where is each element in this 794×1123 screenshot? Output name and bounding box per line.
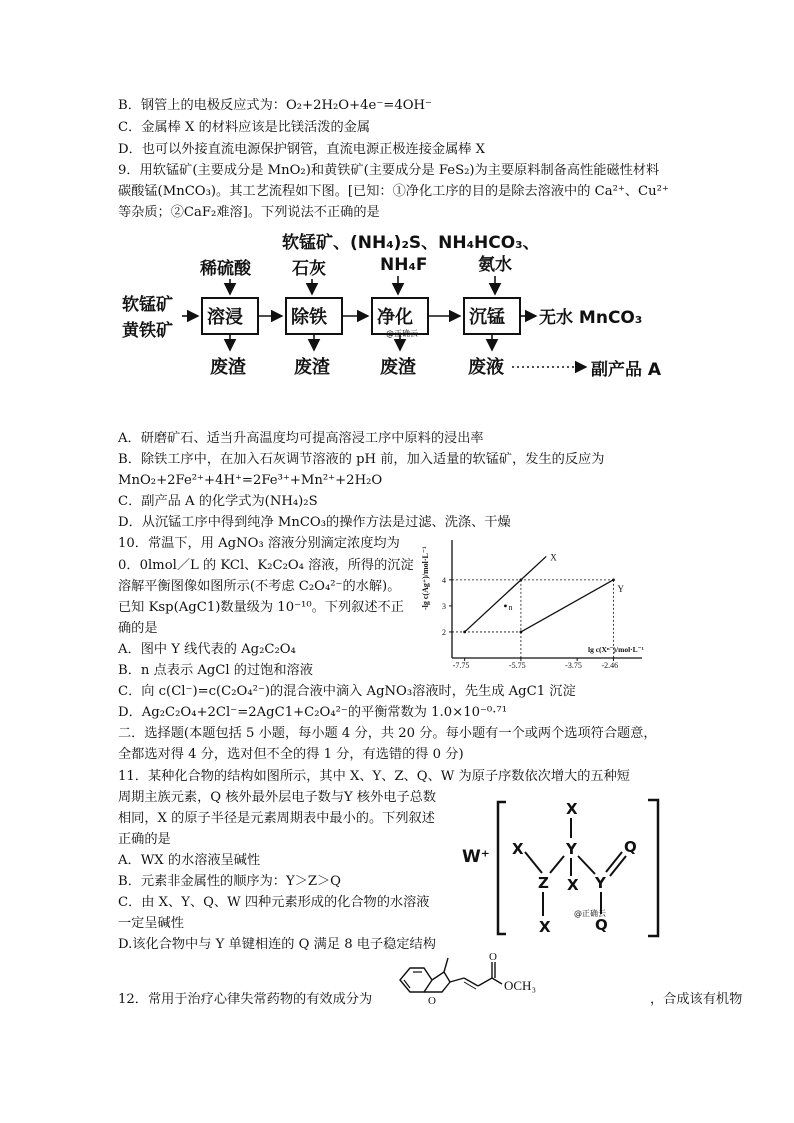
section-2-title-2: 全都选对得 4 分，选对但不全的得 1 分，有选错的得 0 分)	[118, 747, 464, 762]
atom-x-top: X	[566, 800, 578, 818]
q9-option-b-1: B．除铁工序中，在加入石灰调节溶液的 pH 前，加入适量的软锰矿，发生的反应为	[118, 452, 605, 467]
flow-input-2: 黄铁矿	[122, 321, 173, 341]
atom-y-center: Y	[566, 840, 577, 858]
flow-input-1: 软锰矿	[122, 295, 173, 315]
q11-option-c-2: 一定呈碱性	[118, 916, 184, 931]
q11-option-c-1: C．由 X、Y、Q、W 四种元素形成的化合物的水溶液	[118, 895, 430, 910]
atom-x-left: X	[512, 840, 524, 858]
y-tick-label: 2	[442, 627, 446, 637]
y-tick-label: 3	[442, 601, 446, 611]
x-tick-label: -3.75	[565, 661, 582, 668]
methoxy-label: OCH₃	[504, 978, 536, 993]
series-y-label: Y	[617, 583, 624, 594]
q11-stem-line-1: 11．某种化合物的结构如图所示，其中 X、Y、Z、Q、W 为原子序数依次增大的五种短	[118, 769, 630, 784]
molecule-structure	[388, 950, 648, 1010]
flow-waste-4: 废液	[468, 357, 504, 378]
q11-stem-line-4: 正确的是	[118, 832, 171, 847]
data-point	[463, 631, 466, 634]
flow-box-1-label: 溶浸	[207, 307, 243, 328]
solubility-equilibrium-graph	[418, 540, 666, 668]
data-point	[520, 631, 523, 634]
section-2-title-1: 二．选择题(本题包括 5 小题，每小题 4 分，共 20 分。每小题有一个或两个选项符合题意，	[118, 726, 657, 741]
flow-reagent-2: 石灰	[292, 259, 326, 279]
flow-waste-1: 废渣	[210, 357, 246, 378]
q9-option-b-2: MnO₂+2Fe²⁺+4H⁺=2Fe³⁺+Mn²⁺+2H₂O	[118, 473, 383, 488]
x-tick-label: -7.75	[452, 661, 470, 668]
series-y-line	[521, 580, 614, 632]
flow-box-3-label: 净化	[377, 307, 413, 328]
atom-y-right: Y	[595, 874, 606, 892]
y-axis-label: -lg c(Ag⁺)/mol·L⁻¹	[421, 546, 430, 610]
cation-label: W⁺	[462, 847, 490, 867]
structure-watermark: @正确云	[574, 909, 606, 918]
flow-byproduct: 副产品 A	[591, 360, 662, 380]
q9-option-a: A．研磨矿石、适当升高温度均可提高溶浸工序中原料的浸出率	[118, 431, 484, 446]
q10-option-d: D．Ag₂C₂O₄+2Cl⁻=2AgC1+C₂O₄²⁻的平衡常数为 1.0×10⁻⁰·⁷¹	[118, 705, 507, 720]
y-tick-label: 4	[442, 575, 446, 585]
q11-option-a: A．WX 的水溶液呈碱性	[118, 853, 261, 868]
q12-stem-a: 12．常用于治疗心律失常药物的有效成分为	[118, 992, 373, 1007]
q10-stem-line-1: 10．常温下，用 AgNO₃ 溶液分别滴定浓度均为	[118, 536, 400, 551]
x-tick-label: -5.75	[508, 661, 526, 668]
atom-q-single: Q	[595, 916, 608, 934]
flow-waste-3: 废渣	[380, 357, 416, 378]
q10-option-c: C．向 c(Cl⁻)=c(C₂O₄²⁻)的混合液中滴入 AgNO₃溶液时，先生成 AgC1 沉淀	[118, 684, 576, 699]
ring-oxygen-label: O	[428, 995, 436, 1007]
flow-box-4-label: 沉锰	[469, 307, 505, 328]
compound-structure	[462, 796, 672, 941]
q8-option-b: B．钢管上的电极反应式为：O₂+2H₂O+4e⁻=4OH⁻	[118, 98, 432, 113]
atom-z: Z	[538, 874, 549, 892]
series-x-line	[465, 556, 547, 632]
q8-option-c: C．金属棒 X 的材料应该是比镁活泼的金属	[118, 120, 371, 135]
data-point	[520, 578, 523, 581]
q11-stem-line-2: 周期主族元素，Q 核外最外层电子数与Y 核外电子总数	[118, 790, 437, 805]
q9-stem-line-2: 碳酸锰(MnCO₃)。其工艺流程如下图。[已知：①净化工序的目的是除去溶液中的 Ca²⁺、Cu²⁺	[118, 184, 669, 199]
q11-option-d: D.该化合物中与 Y 单键相连的 Q 满足 8 电子稳定结构	[118, 937, 436, 952]
flow-reagent-1: 稀硫酸	[200, 259, 251, 279]
x-axis-label: lg c(Xⁿ⁻)/mol·L⁻¹	[588, 645, 644, 654]
flow-reagent-top: 软锰矿、(NH₄)₂S、NH₄HCO₃、	[282, 233, 540, 253]
left-bracket	[498, 802, 506, 934]
point-n	[504, 605, 507, 608]
q11-stem-line-3: 相同，X 的原子半径是元素周期表中最小的。下列叙述	[118, 811, 435, 826]
q10-option-a: A．图中 Y 线代表的 Ag₂C₂O₄	[118, 642, 296, 657]
process-flow-diagram	[118, 226, 678, 386]
q9-option-c: C．副产品 A 的化学式为(NH₄)₂S	[118, 494, 318, 509]
flow-waste-2: 废渣	[294, 357, 330, 378]
q12-stem-b: ，合成该有机物	[650, 992, 743, 1007]
q9-stem-line-1: 9．用软锰矿(主要成分是 MnO₂)和黄铁矿(主要成分是 FeS₂)为主要原料制备高性能磁性材料	[118, 163, 660, 178]
data-point	[612, 578, 615, 581]
carbonyl-oxygen-label: O	[489, 951, 497, 963]
q9-stem-line-3: 等杂质；②CaF₂难溶]。下列说法不正确的是	[118, 205, 380, 220]
q10-stem-line-4: 已知 Ksp(AgC1)数量级为 10⁻¹⁰。下列叙述不正	[118, 600, 404, 615]
flow-product: 无水 MnCO₃	[539, 308, 643, 328]
x-tick-label: -2.46	[601, 661, 619, 668]
q10-stem-line-3: 溶解平衡图像如图所示(不考虑 C₂O₄²⁻的水解)。	[118, 579, 401, 594]
q10-stem-line-2: 0．0lmol／L 的 KCl、K₂C₂O₄ 溶液，所得的沉淀	[118, 558, 414, 573]
atom-q-double: Q	[624, 838, 637, 856]
flow-reagent-3: NH₄F	[380, 255, 428, 275]
q10-option-b: B．n 点表示 AgCl 的过饱和溶液	[118, 663, 313, 678]
flow-box-2-label: 除铁	[291, 307, 327, 328]
atom-x-mid: X	[567, 876, 579, 894]
q9-option-d: D．从沉锰工序中得到纯净 MnCO₃的操作方法是过滤、洗涤、干燥	[118, 515, 511, 530]
flow-watermark: @正确云	[386, 329, 418, 338]
right-bracket	[648, 800, 658, 936]
q11-option-b: B．元素非金属性的顺序为：Y＞Z＞Q	[118, 874, 341, 889]
q10-stem-line-5: 确的是	[118, 621, 158, 636]
flow-reagent-4: 氨水	[478, 255, 512, 275]
atom-x-bottom: X	[539, 918, 551, 936]
point-n-label: n	[508, 602, 513, 612]
q8-option-d: D．也可以外接直流电源保护钢管，直流电源正极连接金属棒 X	[118, 142, 486, 157]
series-x-label: X	[550, 552, 557, 563]
